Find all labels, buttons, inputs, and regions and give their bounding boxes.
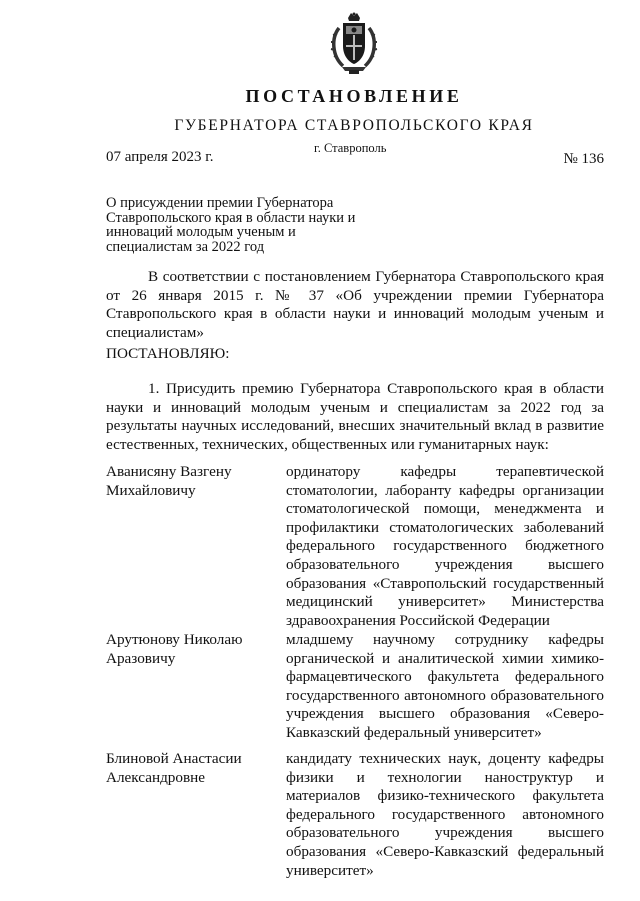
recipient-description-1: ординатору кафедры терапевтической стоматологии, лаборанту кафедры организации стоматологической помощи, менеджмента и профилактики стоматологических заболеваний федерального государственного бюджетного образовательного учреждения высшего образования «Ставропольский государственный медицинский университет» Министерства здравоохранения Российской Федерации <box>286 463 604 629</box>
document-number: № 136 <box>563 151 604 167</box>
document-subject: О присуждении премии Губернатора Ставропольского края в области науки и инноваций молодым ученым и специалистам за 2022 год <box>106 195 356 255</box>
recipient-name-2: Арутюнову Николаю Аразовичу <box>106 631 243 667</box>
recipient-description-2: младшему научному сотруднику кафедры органической и аналитической химии химико-фармацевтического факультета федерального государственного автономного образовательного учреждения высшего образования «Северо-Кавказский федеральный университет» <box>286 631 604 741</box>
recipient-name-1: Аванисяну Вазгену Михайловичу <box>106 463 232 499</box>
recipient-name-3: Блиновой Анастасии Александровне <box>106 750 242 786</box>
place-of-issue: г. Ставрополь <box>314 141 387 155</box>
preamble-paragraph: В соответствии с постановлением Губернатора Ставропольского края от 26 января 2015 г. № 37 «Об учреждении премии Губернатора Ставропольского края в области науки и инноваций молодым ученым и специалистам» <box>106 268 604 341</box>
document-type-title: ПОСТАНОВЛЕНИЕ <box>245 86 463 106</box>
clause-1-paragraph: 1. Присудить премию Губернатора Ставропольского края в области науки и инноваций молодым ученым и специалистам за 2022 год за результаты научных исследований, внесших значительный вклад в развитие естественных, технических, общественных или гуманитарных наук: <box>106 380 604 453</box>
issuing-organization: ГУБЕРНАТОРА СТАВРОПОЛЬСКОГО КРАЯ <box>174 117 534 134</box>
recipient-description-3: кандидату технических наук, доценту кафедры физики и технологии наноструктур и материалов физико-технического факультета федерального государственного автономного образовательного учреждения высшего образования «Северо-Кавказский федеральный университет» <box>286 750 604 879</box>
document-date: 07 апреля 2023 г. <box>106 149 214 165</box>
stavropol-coat-of-arms-icon <box>329 12 379 76</box>
decree-word: ПОСТАНОВЛЯЮ: <box>106 345 230 362</box>
